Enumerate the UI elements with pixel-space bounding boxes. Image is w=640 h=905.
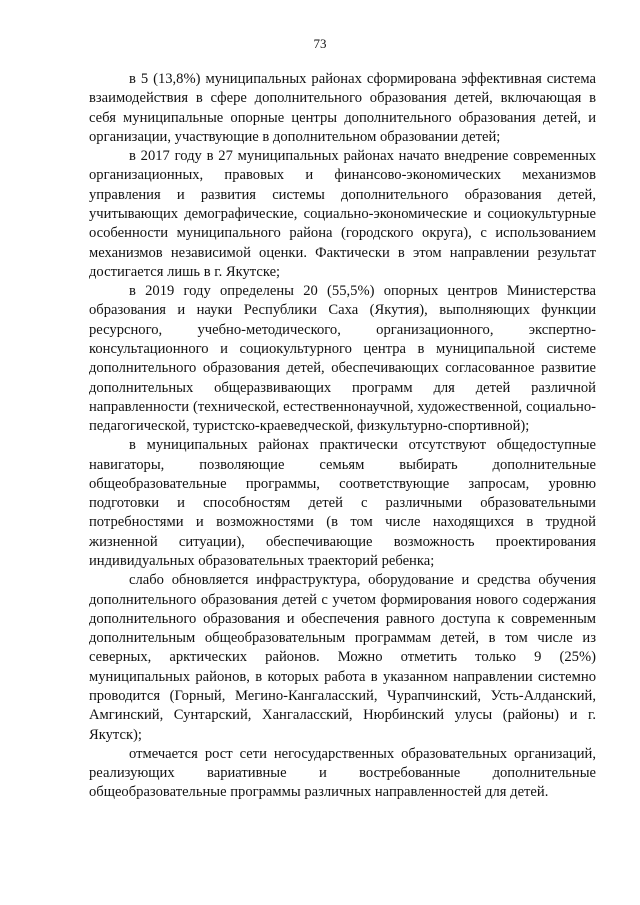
paragraph-navigators-absent: в муниципальных районах практически отсутствуют общедоступные навигаторы, позволяющие семьям выбирать дополнительные общеобразовательные программы, соответствующие запросам, уровню подготовки и способностям детей с различными образовательными потребностями и возможностями (в том числе находящихся в трудной жизненной ситуации), обеспечивающие возможность проектирования индивидуальных образовательных траекторий ребенка; bbox=[89, 437, 596, 570]
page-number: 73 bbox=[313, 36, 327, 51]
paragraph-non-state-organizations: отмечается рост сети негосударственных образовательных организаций, реализующих вариативные и востребованные дополнительные общеобразовательные программы различных направленностей для детей. bbox=[89, 745, 596, 801]
paragraph-effective-interaction-system: в 5 (13,8%) муниципальных районах сформирована эффективная система взаимодействия в сфере дополнительного образования детей, включающая в себя муниципальные опорные центры дополнительного образования детей, и организации, участвующие в дополнительном образовании детей; bbox=[89, 71, 596, 145]
body-text bbox=[89, 70, 596, 803]
paragraph-infrastructure: слабо обновляется инфраструктура, оборудование и средства обучения дополнительного образования детей с учетом формирования нового содержания дополнительного образования и обеспечения равного доступа к современным дополнительным общеобразовательным программам детей, в том числе из северных, арктических районов. Можно отметить только 9 (25%) муниципальных районов, в которых работа в указанном направлении системно проводится (Горный, Мегино-Кангаласский, Чурапчинский, Усть-Алданский, Амгинский, Сунтарский, Хангаласский, Нюрбинский улусы (районы) и г. Якутск); bbox=[89, 572, 596, 743]
paragraph-2017-mechanisms: в 2017 году в 27 муниципальных районах начато внедрение современных организационных, правовых и финансово-экономических механизмов управления и развития системы дополнительного образования детей, учитывающих демографические, социально-экономические и социокультурные особенности муниципального района (городского округа), с использованием механизмов независимой оценки. Фактически в этом направлении результат достигается лишь в г. Якутске; bbox=[89, 148, 596, 280]
paragraph-2019-reference-centers: в 2019 году определены 20 (55,5%) опорных центров Министерства образования и науки Республики Саха (Якутия), выполняющих функции ресурсного, учебно-методического, организационного, экспертно-консультационного и социокультурного центра в муниципальной системе дополнительного образования детей, обеспечивающих согласованное развитие дополнительных общеразвивающих программ для детей различной направленности (технической, естественнонаучной, художественной, социально-педагогической, туристско-краеведческой, физкультурно-спортивной); bbox=[89, 283, 596, 435]
